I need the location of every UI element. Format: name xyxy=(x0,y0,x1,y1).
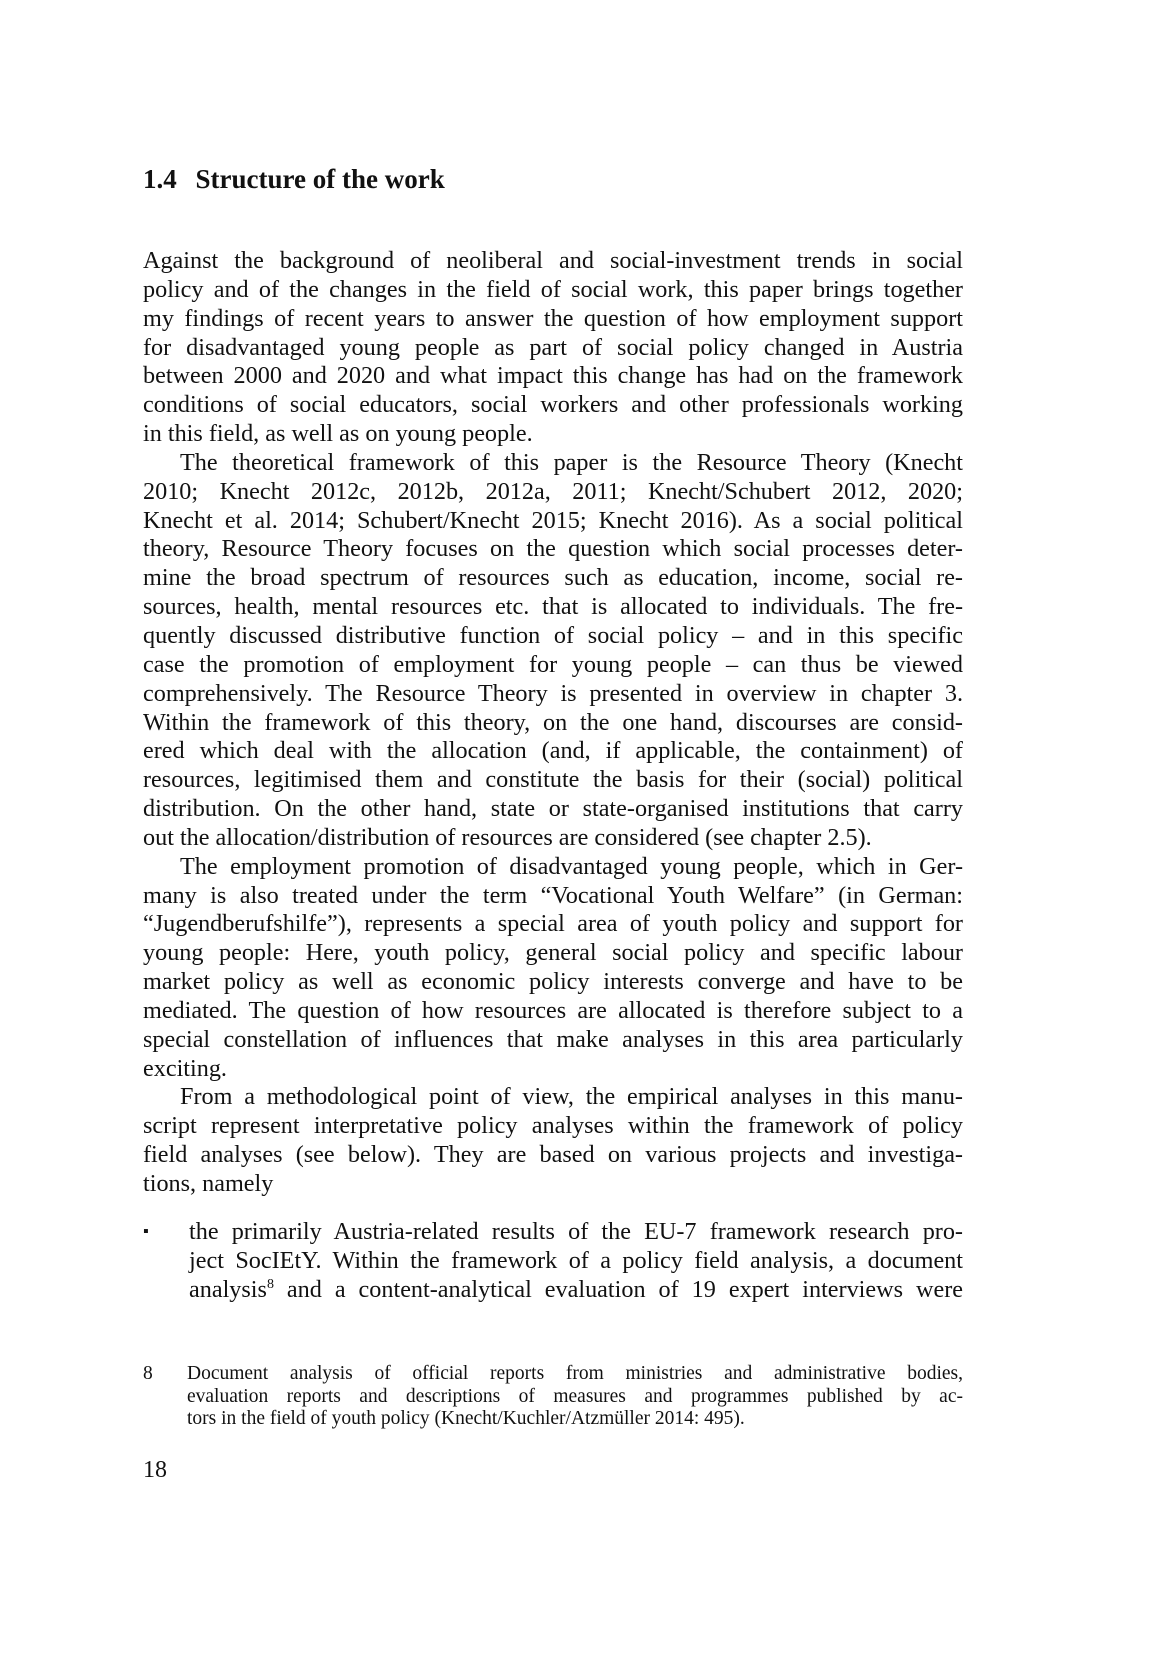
footnote-reference[interactable]: 8 xyxy=(266,1276,274,1292)
text-line: policy and of the changes in the field of social work, this paper brings together xyxy=(143,275,963,303)
text-line: for disadvantaged young people as part of social policy changed in Austria xyxy=(143,333,963,361)
text-line: mediated. The question of how resources are allocated is therefore subject to a xyxy=(143,996,963,1024)
text-line xyxy=(189,1276,963,1305)
text-line: Against the background of neoliberal and social-investment trends in social xyxy=(143,247,963,274)
paragraph xyxy=(143,449,963,853)
section-number: 1.4 xyxy=(143,164,177,194)
text-span: analysis xyxy=(189,1275,267,1303)
text-line: theory, Resource Theory focuses on the question which social processes deter- xyxy=(143,535,963,563)
bullet-marker-icon: ▪ xyxy=(143,1223,149,1240)
text-line: tions, namely xyxy=(143,1170,274,1197)
text-line: “Jugendberufshilfe”), represents a special area of youth policy and support for xyxy=(143,910,963,938)
paragraph xyxy=(143,853,963,1084)
text-line: mine the broad spectrum of resources such as education, income, social re- xyxy=(143,564,963,592)
text-line: field analyses (see below). They are based on various projects and investiga- xyxy=(143,1141,963,1169)
text-line: out the allocation/distribution of resources are considered (see chapter 2.5). xyxy=(143,823,872,851)
footnote-line: evaluation reports and descriptions of measures and programmes published by ac- xyxy=(187,1385,963,1407)
text-span: and a content-analytical evaluation of 19 expert interviews were xyxy=(273,1275,963,1303)
text-line: ered which deal with the allocation (and, if applicable, the containment) of xyxy=(143,737,963,765)
text-line: young people: Here, youth policy, general social policy and specific labour xyxy=(143,939,963,967)
text-line: special constellation of influences that make analyses in this area particularly xyxy=(143,1025,963,1053)
text-line: between 2000 and 2020 and what impact this change has had on the framework xyxy=(143,362,963,390)
text-line: in this field, as well as on young people. xyxy=(143,420,533,448)
text-line: exciting. xyxy=(143,1054,227,1082)
text-line: case the promotion of employment for young people – can thus be viewed xyxy=(143,650,963,678)
paragraph xyxy=(143,247,963,449)
text-line: The theoretical framework of this paper is the Resource Theory (Knecht xyxy=(180,448,963,476)
footnote-line: tors in the field of youth policy (Knecht/Kuchler/Atzmüller 2014: 495). xyxy=(187,1408,745,1429)
section-heading xyxy=(143,164,445,195)
text-line: many is also treated under the term “Vocational Youth Welfare” (in German: xyxy=(143,881,963,909)
page-number: 18 xyxy=(143,1457,167,1483)
text-line: script represent interpretative policy analyses within the framework of policy xyxy=(143,1112,963,1140)
text-line: the primarily Austria-related results of the EU-7 framework research pro- xyxy=(189,1218,963,1245)
text-line: market policy as well as economic policy interests converge and have to be xyxy=(143,968,963,996)
footnote xyxy=(143,1363,963,1431)
text-line: Within the framework of this theory, on the one hand, discourses are consid- xyxy=(143,708,963,736)
text-line: ject SocIEtY. Within the framework of a policy field analysis, a document xyxy=(189,1246,963,1274)
text-line: Knecht et al. 2014; Schubert/Knecht 2015; Knecht 2016). As a social political xyxy=(143,506,963,534)
paragraph xyxy=(143,1083,963,1198)
bullet-list-item xyxy=(143,1218,963,1305)
footnote-line: Document analysis of official reports from ministries and administrative bodies, xyxy=(187,1363,963,1384)
text-line: conditions of social educators, social workers and other professionals working xyxy=(143,391,963,419)
footnote-number: 8 xyxy=(143,1363,153,1384)
text-line: comprehensively. The Resource Theory is presented in overview in chapter 3. xyxy=(143,679,963,707)
body-text xyxy=(143,247,963,1199)
text-line: resources, legitimised them and constitute the basis for their (social) political xyxy=(143,766,963,794)
text-line: 2010; Knecht 2012c, 2012b, 2012a, 2011; Knecht/Schubert 2012, 2020; xyxy=(143,477,963,505)
text-line: quently discussed distributive function of social policy – and in this specific xyxy=(143,621,963,649)
text-line: my findings of recent years to answer the question of how employment support xyxy=(143,304,963,332)
text-line: The employment promotion of disadvantaged young people, which in Ger- xyxy=(180,852,963,880)
section-title: Structure of the work xyxy=(195,164,445,194)
text-line: sources, health, mental resources etc. that is allocated to individuals. The fre- xyxy=(143,593,963,621)
text-line: From a methodological point of view, the empirical analyses in this manu- xyxy=(180,1083,963,1111)
text-line: distribution. On the other hand, state or state-organised institutions that carry xyxy=(143,795,963,823)
